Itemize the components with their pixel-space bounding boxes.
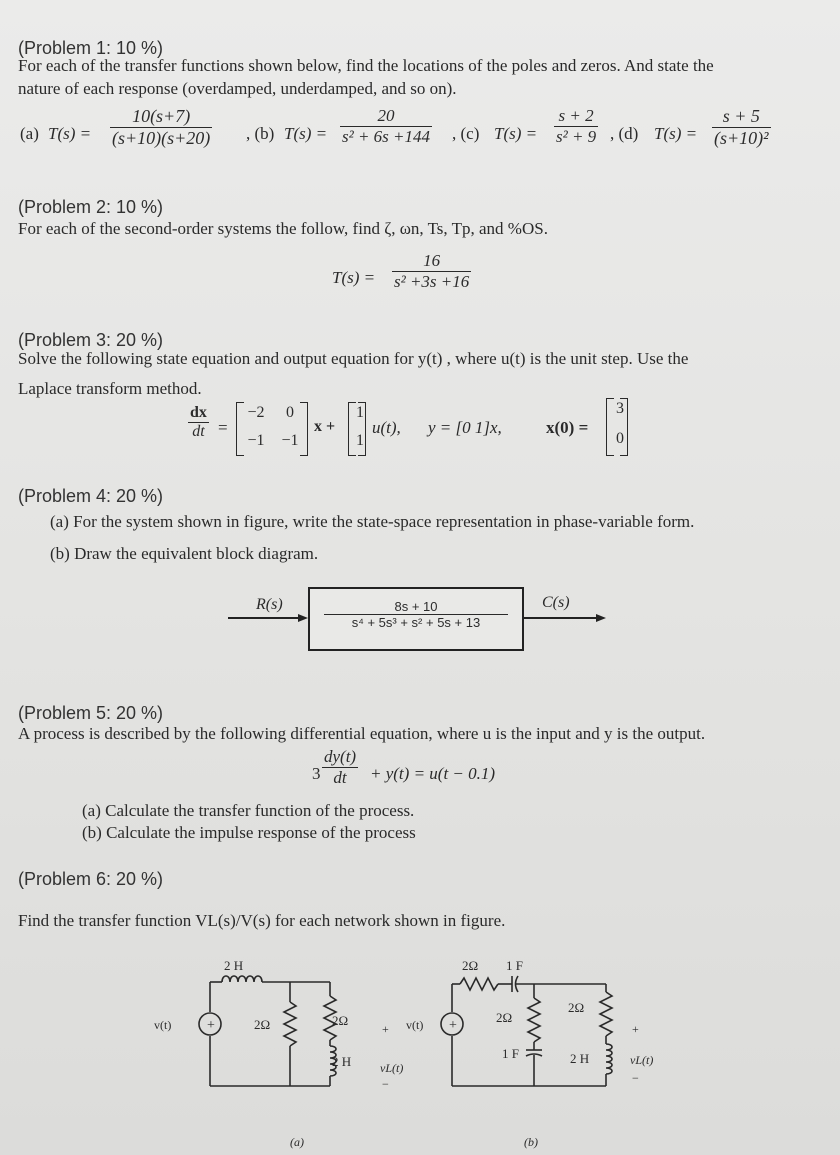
p1-b-label: , (b) — [246, 124, 275, 143]
problem-4-title: (Problem 4: 20 %) — [18, 486, 164, 506]
circuit-b-c1-label: 1 F — [506, 958, 523, 973]
p4-output-label: C(s) — [542, 594, 570, 611]
circuit-a-r1-label: 2Ω — [254, 1017, 271, 1032]
problem-1-text-2: nature of each response (overdamped, underdamped, and so on). — [18, 79, 457, 98]
p4-denominator: s⁴ + 5s³ + s² + 5s + 13 — [324, 614, 508, 630]
problem-6-text: Find the transfer function VL(s)/V(s) for each network shown in figure. — [18, 911, 506, 930]
problem-1-text-1: For each of the transfer functions shown below, find the locations of the poles and zeros. And state the — [18, 56, 714, 75]
circuit-b-l1-label: 2 H — [570, 1051, 590, 1066]
problem-3-text-1: Solve the following state equation and output equation for y(t) , where u(t) is the unit step. Use the — [18, 349, 689, 368]
p3-x0-right-bracket — [620, 398, 628, 456]
circuit-b-r2-label: 2Ω — [496, 1010, 513, 1025]
p4-input-label: R(s) — [256, 596, 283, 613]
p1-c-numerator: s + 2 — [558, 106, 594, 125]
circuit-a-output-label: vL(t) — [380, 1061, 404, 1075]
circuit-b-c2-label: 1 F — [502, 1046, 519, 1061]
circuit-b-inductor-icon — [606, 1044, 612, 1074]
p2-fraction — [392, 251, 471, 292]
problem-3-text-2: Laplace transform method. — [18, 379, 202, 398]
p3-x0-1: 3 — [616, 400, 624, 417]
p3-dt: dt — [188, 422, 209, 441]
problem-5-title: (Problem 5: 20 %) — [18, 703, 164, 723]
p4-output-arrow — [522, 606, 608, 626]
p1-c-label: , (c) — [452, 124, 480, 143]
p3-output-eq: y = [0 1]x, — [428, 418, 502, 437]
p5-rhs: + y(t) = u(t − 0.1) — [370, 764, 496, 783]
problem-5-part-a: (a) Calculate the transfer function of the process. — [82, 801, 415, 820]
p3-A-21: −1 — [247, 432, 265, 449]
problem-5-text: A process is described by the following differential equation, where u is the input and y is the output. — [18, 724, 706, 743]
p3-u: u(t), — [372, 418, 401, 437]
circuit-a-l1-label: 2 H — [224, 958, 244, 973]
p1-a-lhs: T(s) = — [48, 124, 92, 143]
p1-b-numerator: 20 — [377, 106, 395, 125]
p1-d-label: , (d) — [610, 124, 639, 143]
circuit-a-l2-label: 2 H — [332, 1054, 352, 1069]
p4-numerator: 8s + 10 — [394, 599, 438, 614]
circuit-b-resistor-2-icon — [528, 998, 540, 1042]
p1-b-denominator: s² + 6s +144 — [342, 127, 431, 146]
circuit-a-resistor-1-icon — [284, 1002, 296, 1046]
circuit-b-resistor-3-icon — [600, 992, 612, 1036]
problem-2-title: (Problem 2: 10 %) — [18, 197, 164, 217]
p5-denominator: dt — [322, 767, 358, 788]
p2-lhs: T(s) = — [332, 268, 376, 287]
p1-c-denominator: s² + 9 — [556, 127, 597, 146]
svg-text:−: − — [382, 1077, 389, 1091]
p1-d-fraction — [712, 106, 771, 149]
p3-B-2: 1 — [356, 432, 364, 449]
p2-numerator: 16 — [423, 251, 441, 270]
p4-input-arrow — [226, 606, 310, 626]
p1-a-fraction — [110, 106, 212, 149]
p3-A-11: −2 — [247, 404, 265, 421]
p1-a-label: (a) — [20, 124, 39, 143]
p1-d-numerator: s + 5 — [722, 106, 760, 126]
p3-equals: = — [218, 418, 228, 437]
circuit-b — [404, 950, 704, 1150]
p1-a-numerator: 10(s+7) — [132, 106, 191, 126]
p1-c-lhs: T(s) = — [494, 124, 538, 143]
p4-block-fraction — [324, 599, 508, 630]
circuit-a-caption: (a) — [290, 1135, 304, 1149]
p3-A-right-bracket — [300, 402, 308, 456]
p5-numerator: dy(t) — [324, 747, 357, 766]
svg-text:−: − — [632, 1071, 639, 1085]
p3-x0: x(0) = — [546, 418, 589, 437]
svg-text:+: + — [382, 1022, 389, 1036]
circuit-b-resistor-1-icon — [460, 978, 498, 990]
circuit-a-r2-label: 2Ω — [332, 1013, 349, 1028]
problem-5-part-b: (b) Calculate the impulse response of the process — [82, 823, 416, 842]
p1-b-fraction — [340, 106, 432, 147]
problem-1-title: (Problem 1: 10 %) — [18, 38, 164, 58]
p3-dx: dx — [190, 404, 207, 421]
p3-derivative — [188, 404, 209, 441]
p3-A-left-bracket — [236, 402, 244, 456]
svg-text:+: + — [207, 1018, 215, 1033]
circuit-b-output-label: vL(t) — [630, 1053, 654, 1067]
p1-c-fraction — [554, 106, 598, 147]
problem-3-title: (Problem 3: 20 %) — [18, 330, 164, 350]
circuit-b-caption: (b) — [524, 1135, 538, 1149]
circuit-b-source-label: v(t) — [406, 1018, 424, 1032]
svg-text:+: + — [632, 1022, 639, 1036]
p3-A-12: 0 — [286, 404, 294, 421]
svg-text:+: + — [449, 1018, 457, 1033]
p5-derivative — [322, 747, 358, 788]
problem-4-part-a: (a) For the system shown in figure, write the state-space representation in phase-variable form. — [50, 512, 695, 531]
p4-transfer-block — [308, 587, 524, 651]
circuit-a-inductor-1-icon — [222, 976, 262, 982]
problem-6-title: (Problem 6: 20 %) — [18, 869, 164, 889]
p3-A-22: −1 — [281, 432, 299, 449]
circuit-b-r1-label: 2Ω — [462, 958, 479, 973]
circuit-b-r3-label: 2Ω — [568, 1000, 585, 1015]
p1-d-denominator: (s+10)² — [714, 128, 769, 148]
problem-2-text: For each of the second-order systems the follow, find ζ, ωn, Ts, Tp, and %OS. — [18, 219, 548, 238]
circuit-a-source-label: v(t) — [154, 1018, 172, 1032]
problem-4-part-b: (b) Draw the equivalent block diagram. — [50, 544, 319, 563]
p1-a-denominator: (s+10)(s+20) — [112, 128, 211, 148]
p2-denominator: s² +3s +16 — [394, 272, 470, 291]
p5-coefficient: 3 — [312, 764, 321, 783]
p1-b-lhs: T(s) = — [284, 124, 328, 143]
p3-x0-2: 0 — [616, 430, 624, 447]
p3-B-1: 1 — [356, 404, 364, 421]
p3-x-plus: x + — [314, 418, 336, 435]
p3-B-right-bracket — [358, 402, 366, 456]
p1-d-lhs: T(s) = — [654, 124, 698, 143]
